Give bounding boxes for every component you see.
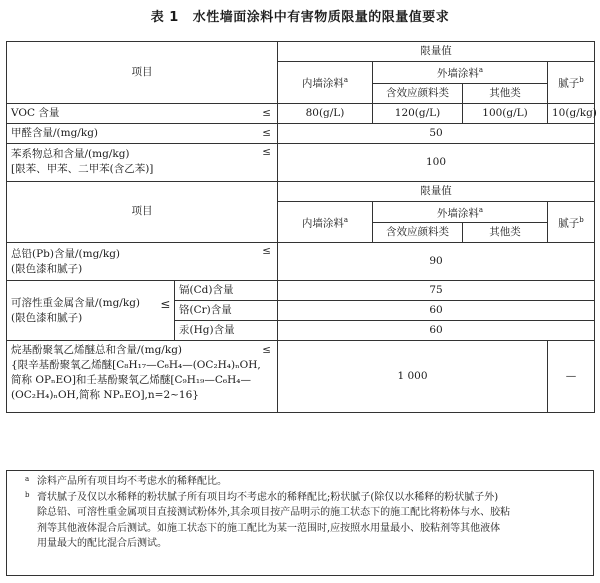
lead-value: 90 [278, 243, 595, 281]
header2-putty: 腻子$^b$ [548, 201, 595, 243]
footnote-b-line2: 除总铅、可溶性重金属项目直接测试粉体外,其余项目按产品明示的施工状态下的施工配比将粉体与水、胶粘 [37, 507, 511, 518]
voc-other: 100(g/L) [463, 103, 548, 123]
row-lead [7, 243, 595, 281]
formaldehyde-label: 甲醛含量/(mg/kg) [7, 123, 175, 143]
voc-putty: 10(g/kg) [548, 103, 595, 123]
cadmium-label: 镉(Cd)含量 [175, 281, 278, 301]
header2-effect-pigment: 含效应颜料类 [373, 223, 463, 243]
row-formaldehyde [7, 123, 595, 143]
limit-table [6, 41, 595, 413]
voc-interior: 80(g/L) [278, 103, 373, 123]
formaldehyde-value: 50 [278, 123, 595, 143]
header-putty: 腻子$^b$ [548, 62, 595, 104]
apeo-label: 烷基酚聚氧乙烯醚总和含量/(mg/kg) {限辛基酚聚氧乙烯醚[C₈H₁₇—C₆H₄—(OC₂H₄)ₙOH, 简称 OPₙEO]和壬基酚聚氧乙烯醚[C₉H₁₉—C₆H₄— (OC₂H₄)ₙOH,简称 NPₙEO],n=2~16} [7, 341, 175, 413]
header-item: 项目 [7, 42, 278, 104]
header-exterior: 外墙涂料$^a$ [373, 62, 548, 84]
chromium-label: 铬(Cr)含量 [175, 301, 278, 321]
header-effect-pigment: 含效应颜料类 [373, 83, 463, 103]
lead-label: 总铅(Pb)含量/(mg/kg) (限色漆和腻子) [7, 243, 175, 281]
mercury-value: 60 [278, 321, 595, 341]
heavy-metal-label: 可溶性重金属含量/(mg/kg) (限色漆和腻子) [7, 281, 157, 341]
benzene-label: 苯系物总和含量/(mg/kg) [限苯、甲苯、二甲苯(含乙苯)] [7, 143, 175, 181]
chromium-value: 60 [278, 301, 595, 321]
header-limit: 限量值 [278, 42, 595, 62]
header2-exterior: 外墙涂料$^a$ [373, 201, 548, 223]
table-title [0, 6, 600, 25]
voc-le-symbol: ≤ [175, 103, 278, 123]
header2-limit: 限量值 [278, 181, 595, 201]
footnote-b-line3: 剂等其他液体混合后测试。如施工状态下的施工配比为某一范围时,应按照水用量最小、胶粘剂等其他液体 [37, 522, 501, 534]
formaldehyde-le-symbol: ≤ [175, 123, 278, 143]
table-title-text: 水性墙面涂料中有害物质限量的限量值要求 [192, 10, 450, 25]
row-cadmium [7, 281, 595, 301]
header2-other: 其他类 [463, 223, 548, 243]
apeo-putty: — [548, 341, 595, 413]
footnote-b-line4: 用量最大的配比混合后测试。 [37, 538, 167, 549]
row-apeo [7, 341, 595, 413]
benzene-le-symbol: ≤ [175, 143, 278, 181]
row-voc [7, 103, 595, 123]
apeo-value: 1 000 [278, 341, 548, 413]
footnote-a: a 涂料产品所有项目均不考虑水的稀释配比。 [25, 475, 227, 487]
footnotes [6, 470, 594, 576]
header-other: 其他类 [463, 83, 548, 103]
cadmium-value: 75 [278, 281, 595, 301]
heavy-metal-le-symbol: ≤ [157, 281, 175, 341]
benzene-value: 100 [278, 143, 595, 181]
voc-effect: 120(g/L) [373, 103, 463, 123]
row-benzene [7, 143, 595, 181]
lead-le-symbol: ≤ [175, 243, 278, 281]
header-interior: 内墙涂料$^a$ [278, 62, 373, 104]
voc-label: VOC 含量 [7, 103, 175, 123]
mercury-label: 汞(Hg)含量 [175, 321, 278, 341]
header2-item: 项目 [7, 181, 278, 243]
header2-interior: 内墙涂料$^a$ [278, 201, 373, 243]
apeo-le-symbol: ≤ [175, 341, 278, 413]
table-number: 表 1 [150, 10, 179, 25]
footnote-b: b 膏状腻子及仅以水稀释的粉状腻子所有项目均不考虑水的稀释配比;粉状腻子(除仅以水稀释的粉状腻子外) [25, 490, 499, 503]
